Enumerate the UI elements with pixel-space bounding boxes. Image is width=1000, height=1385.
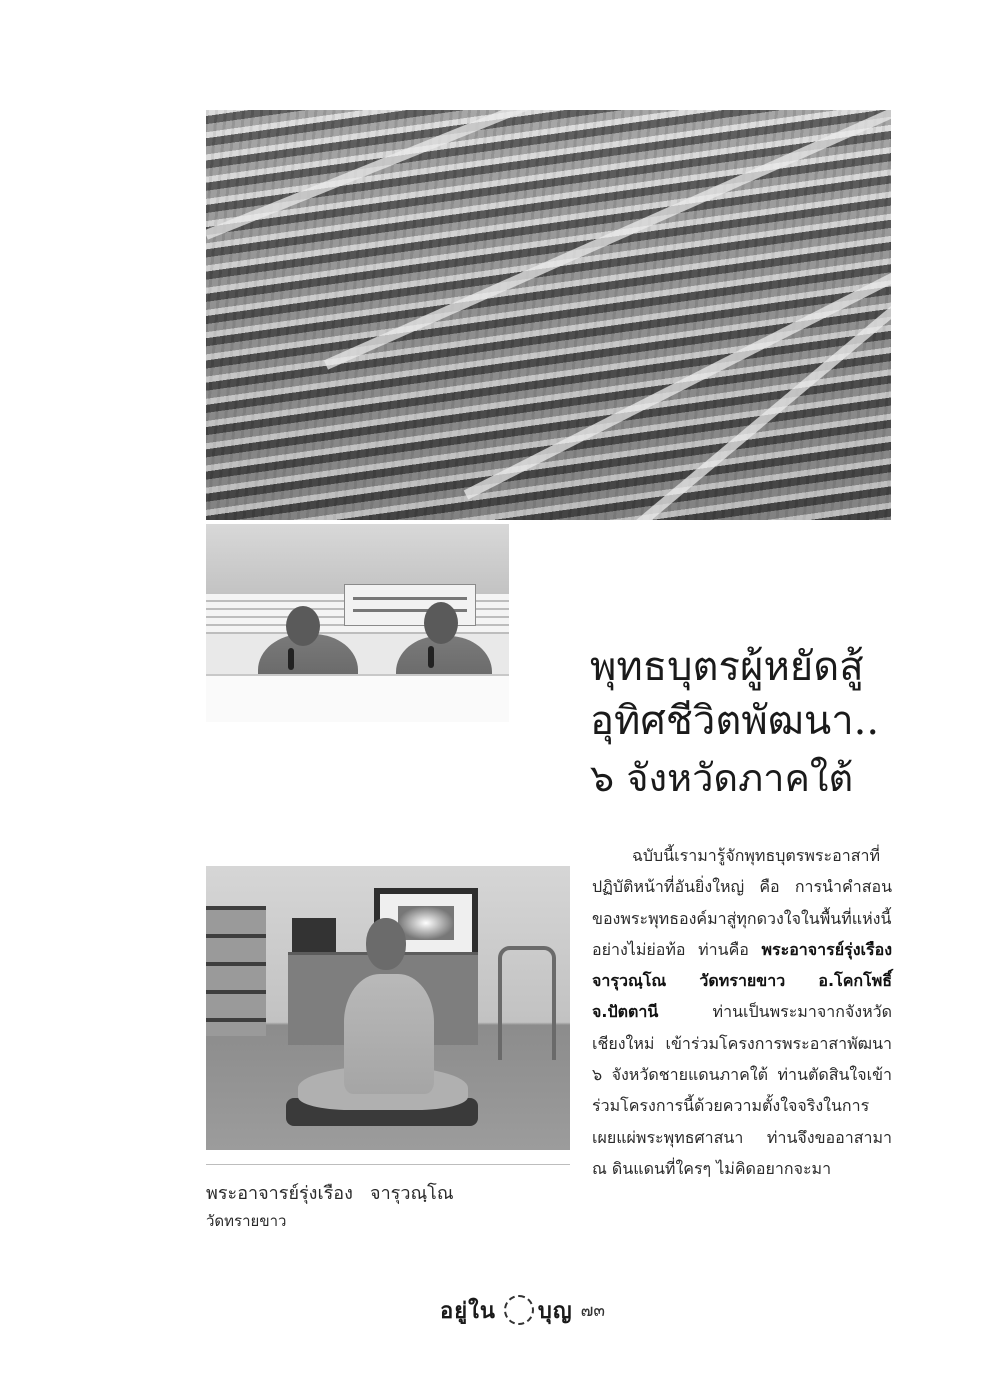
body-paragraph (592, 840, 892, 1184)
caption-name: พระอาจารย์รุ่งเรือง จารุวณฺโณ (206, 1183, 454, 1204)
microphone (288, 648, 294, 670)
monk-head (366, 918, 406, 970)
article-title (590, 640, 970, 808)
hall-aisle (464, 146, 891, 500)
article-body (592, 840, 892, 1184)
chair (498, 946, 556, 1060)
logo-circle-icon (504, 1295, 534, 1325)
magazine-logo: อยู่ใน (440, 1297, 496, 1324)
monk-name-bold: พระอาจารย์รุ่งเรือง จารุวณฺโณ วัดทรายขาว อ.โคกโพธิ์ จ.ปัตตานี (592, 939, 892, 1022)
body-text-part2: ท่านเป็นพระมาจากจังหวัดเชียงใหม่ เข้าร่วมโครงการพระอาสาพัฒนา ๖ จังหวัดชายแดนภาคใต้ ท่านตัดสินใจเข้าร่วมโครงการนี้ด้วยความตั้งใจจริงในการเผยแผ่พระพุทธศาสนา ท่านจึงขออาสามา ณ ดินแดนที่ใครๆ ไม่คิดอยากจะมา (592, 1002, 892, 1178)
monk-head-left (286, 606, 320, 646)
microphone (428, 646, 434, 668)
hall-aisle (623, 145, 891, 520)
monks-at-table-photo (206, 524, 509, 722)
shelf (206, 906, 266, 1036)
title-line-3: ๖ จังหวัดภาคใต้ (590, 756, 854, 800)
seated-monk-photo (206, 866, 570, 1150)
monk-robe (344, 974, 434, 1094)
photo-caption (206, 1180, 570, 1234)
title-line-1: พุทธบุตรผู้หยัดสู้ (590, 644, 864, 690)
hall-aisle (206, 110, 891, 240)
caption-temple: วัดทรายขาว (206, 1212, 287, 1230)
page-footer (440, 1290, 610, 1330)
body-text-part1: ฉบับนี้เรามารู้จักพุทธบุตรพระอาสาที่ปฏิบัติหน้าที่อันยิ่งใหญ่ คือ การนำคำสอนของพระพุทธองค์มาสู่ทุกดวงใจในพื้นที่แห่งนี้อย่างไม่ย่อท้อ ท่านคือ (592, 846, 892, 959)
magazine-logo-part2: บุญ (537, 1297, 573, 1324)
monk-head-right (424, 602, 458, 644)
assembly-hall-photo (206, 110, 891, 520)
page-number: ๗๓ (580, 1300, 606, 1321)
title-line-2: อุทิศชีวิตพัฒนา.. (590, 698, 880, 744)
speaker (292, 918, 336, 952)
caption-divider (206, 1164, 570, 1165)
table-cloth (206, 674, 509, 722)
